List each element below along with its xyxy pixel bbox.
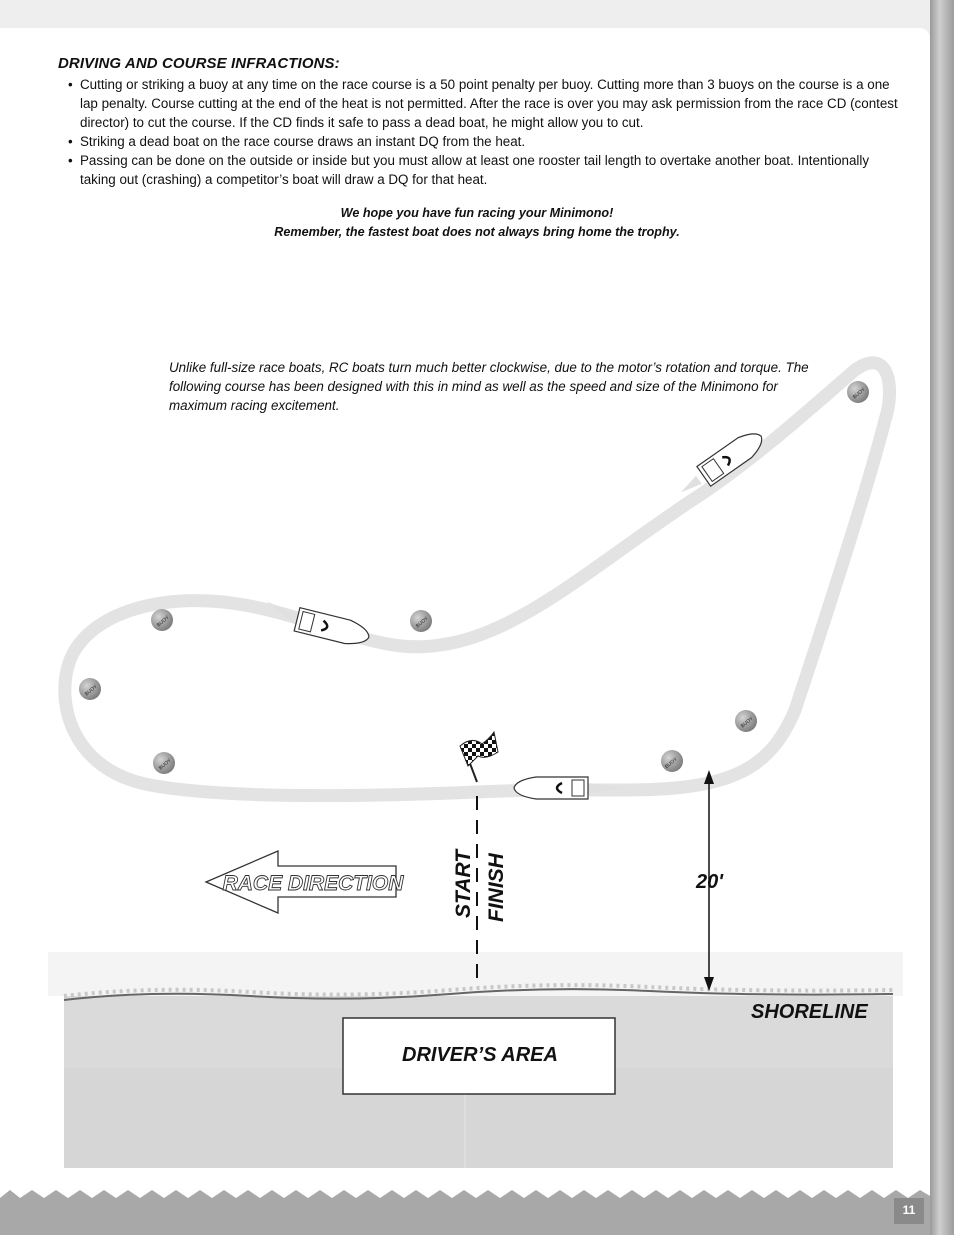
buoy-marker	[735, 710, 757, 732]
svg-text:BUOY: BUOY	[155, 614, 171, 629]
bottom-wave-band	[0, 1190, 930, 1235]
infraction-item: • Striking a dead boat on the race course draws an instant DQ from the heat.	[68, 132, 904, 151]
buoy-marker	[410, 610, 432, 632]
distance-label: 20'	[696, 871, 724, 893]
race-direction-label: RACE DIRECTION	[222, 872, 404, 895]
buoy-marker	[661, 750, 683, 772]
boat-middle	[261, 599, 372, 648]
race-direction-arrow	[206, 851, 404, 913]
svg-text:BUOY: BUOY	[664, 756, 679, 771]
svg-text:BUOY: BUOY	[157, 757, 173, 772]
finish-label: FINISH	[485, 853, 508, 922]
buoy-marker	[79, 678, 101, 700]
race-track	[65, 363, 890, 796]
closing-line-2: Remember, the fastest boat does not always bring home the trophy.	[274, 225, 680, 239]
infraction-item: • Cutting or striking a buoy at any time on the race course is a 50 point penalty per buoy. Cutting more than 3 buoys on the course is a one lap penalty. Course cutting at the end of the heat is not permitted. After the race is over you may ask permission from the race CD (contest director) to cut the course. If the CD finds it safe to pass a dead boat, he might allow you to cut.	[68, 75, 904, 132]
svg-text:BUOY: BUOY	[414, 615, 430, 630]
drivers-area-label: DRIVER’S AREA	[402, 1044, 558, 1066]
checkered-flag-icon	[460, 732, 498, 782]
closing-line-1: We hope you have fun racing your Minimono!	[340, 206, 614, 220]
svg-text:BUOY: BUOY	[83, 683, 99, 698]
infraction-item: • Passing can be done on the outside or inside but you must allow at least one rooster tail length to overtake another boat. Intentionally taking out (crashing) a competitor’s boat will draw a DQ for that heat.	[68, 151, 904, 189]
buoy-marker	[847, 381, 869, 403]
svg-text:BUOY: BUOY	[739, 715, 755, 730]
page-number: 11	[902, 1203, 916, 1217]
course-caption: Unlike full-size race boats, RC boats turn much better clockwise, due to the motor’s rotation and torque. The following course has been designed with this in mind as well as the speed and size of the Minimono for maximum racing excitement.	[169, 360, 809, 413]
buoy-marker	[151, 609, 173, 631]
boat-upper-right	[674, 426, 768, 502]
infractions-heading: DRIVING AND COURSE INFRACTIONS:	[58, 55, 340, 72]
buoy-marker	[153, 752, 175, 774]
shoreline-label: SHORELINE	[751, 1001, 868, 1023]
start-label: START	[452, 849, 475, 918]
svg-text:BUOY: BUOY	[851, 386, 867, 401]
